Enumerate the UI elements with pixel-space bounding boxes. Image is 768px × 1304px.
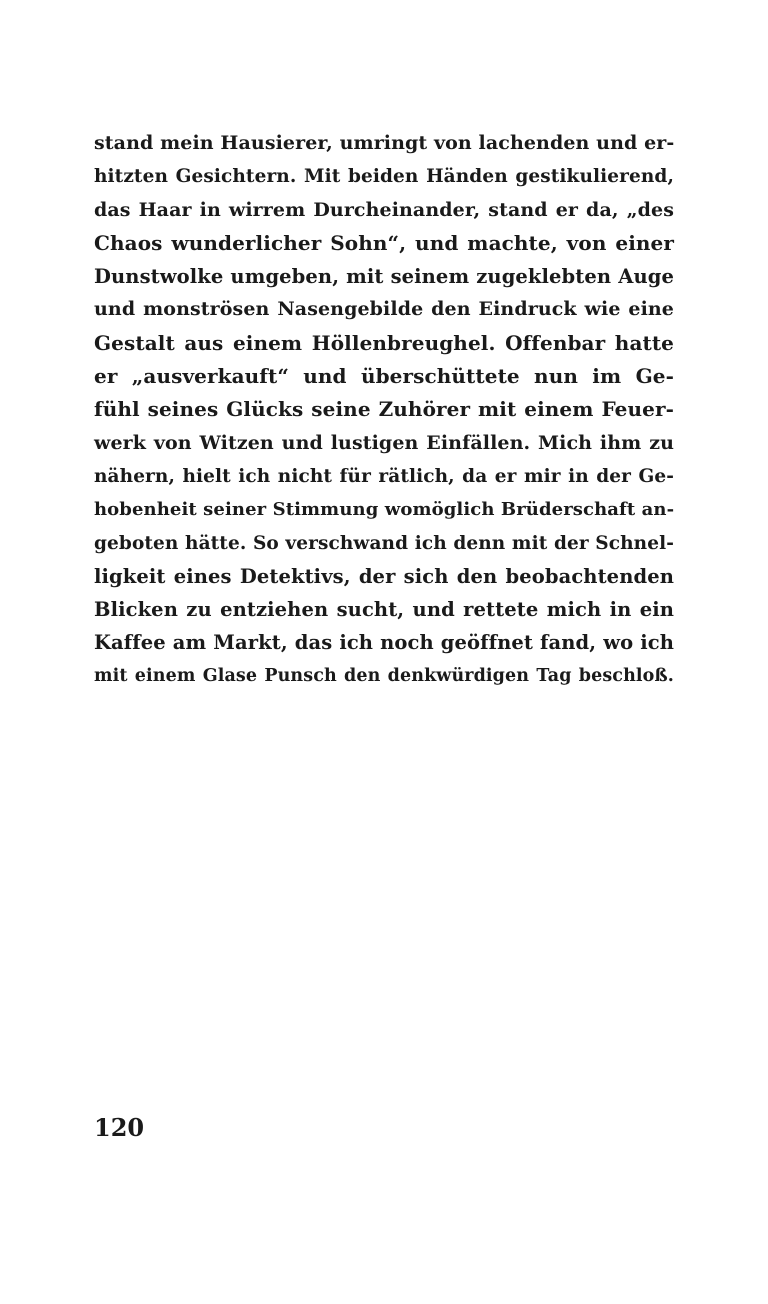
text-line: stand mein Hausierer, umringt von lachenden und er- bbox=[94, 132, 675, 154]
text-line: ligkeit eines Detektivs, der sich den beobachtenden bbox=[94, 564, 674, 588]
text-line: Blicken zu entziehen sucht, und rettete mich in ein bbox=[94, 598, 674, 622]
text-line: mit einem Glase Punsch den denkwürdigen Tag beschloß. bbox=[94, 665, 674, 686]
text-line: fühl seines Glücks seine Zuhörer mit einem Feuer- bbox=[94, 397, 674, 422]
text-line: Chaos wunderlicher Sohn“, und machte, von einer bbox=[94, 230, 674, 255]
text-line: er „ausverkauft“ und überschüttete nun im Ge- bbox=[94, 364, 674, 389]
text-line: Dunstwolke umgeben, mit seinem zugeklebten Auge bbox=[94, 265, 674, 289]
body-text bbox=[94, 127, 674, 693]
text-line: werk von Witzen und lustigen Einfällen. Mich ihm zu bbox=[94, 431, 674, 454]
text-line: geboten hätte. So verschwand ich denn mit der Schnel- bbox=[94, 532, 674, 554]
page-number: 120 bbox=[94, 1113, 145, 1142]
text-line: das Haar in wirrem Durcheinander, stand er da, „des bbox=[94, 198, 674, 221]
text-line: hobenheit seiner Stimmung womöglich Brüderschaft an- bbox=[94, 499, 675, 521]
text-line: nähern, hielt ich nicht für rätlich, da er mir in der Ge- bbox=[94, 465, 674, 487]
text-line: und monströsen Nasengebilde den Eindruck wie eine bbox=[94, 298, 674, 321]
text-line: hitzten Gesichtern. Mit beiden Händen gestikulierend, bbox=[94, 166, 674, 188]
text-line: Gestalt aus einem Höllenbreughel. Offenbar hatte bbox=[94, 330, 674, 355]
text-line: Kaffee am Markt, das ich noch geöffnet fand, wo ich bbox=[94, 631, 674, 655]
